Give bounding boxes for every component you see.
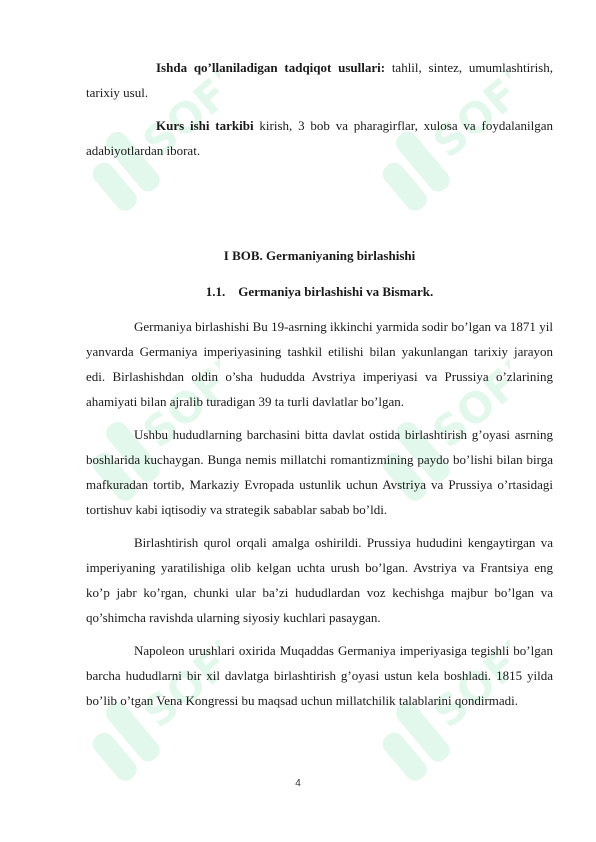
section-title xyxy=(86,279,553,304)
methods-paragraph xyxy=(86,55,553,105)
structure-paragraph xyxy=(86,113,553,163)
watermark-text: SOFF xyxy=(423,70,510,168)
page-content xyxy=(86,55,553,721)
body-paragraph: Ushbu hududlarning barchasini bitta davlat ostida birlashtirish g’oyasi asrning boshlarida kuchaygan. Bunga nemis millatchi romantizmining paydo bo’lishi bilan birga mafkuradan tortib, Markaziy Evropada ustunlik uchun Avstriya va Prussiya o’rtasidagi tortishuv kabi iqtisodiy va strategik sabablar sabab bo’ldi. xyxy=(86,427,553,517)
structure-label: Kurs ishi tarkibi xyxy=(156,118,254,133)
section-title-text: Germaniya birlashishi va Bismark. xyxy=(238,284,434,299)
watermark-text: SOFF xyxy=(133,70,220,168)
watermark-text: SOFF xyxy=(423,640,510,738)
body-paragraph: Birlashtirish qurol orqali amalga oshirildi. Prussiya hududini kengaytirgan va imperiyaning yaratilishiga olib kelgan uchta urush bo’lgan. Avstriya va Frantsiya eng ko’p jabr ko’rgan, chunki ular ba’zi hududlardan voz kechishga majbur bo’lgan va qo’shimcha ravishda ularning siyosiy kuchlari pasaygan. xyxy=(86,535,553,625)
page-number: 4 xyxy=(295,778,301,789)
watermark-text: SOFF xyxy=(133,360,220,458)
body-paragraph: Napoleon urushlari oxirida Muqaddas Germaniya imperiyasiga tegishli bo’lgan barcha hududlarni bir xil davlatga birlashtirish g’oyasi ustun kela boshladi. 1815 yilda bo’lib o’tgan Vena Kongressi bu maqsad uchun millatchilik talablarini qondirmadi. xyxy=(86,643,553,708)
chapter-title: I BOB. Germaniyaning birlashishi xyxy=(223,248,416,263)
body-paragraph: Germaniya birlashishi Bu 19-asrning ikkinchi yarmida sodir bo’lgan va 1871 yil yanvarda Germaniya imperiyasining tashkil etilishi bilan yakunlangan tarixiy jarayon edi. Birlashishdan oldin o’sha hududda Avstriya imperiyasi va Prussiya o’zlarining ahamiyati bilan ajralib turadigan 39 ta turli davlatlar bo’lgan. xyxy=(86,319,553,409)
section-number: 1.1. xyxy=(205,284,226,299)
structure-text: kirish, 3 bob va pharagirflar, xulosa va foydalanilgan adabiyotlardan iborat. xyxy=(86,118,553,158)
watermark-text: SOFF xyxy=(133,640,220,738)
methods-text: tahlil, sintez, umumlashtirish, tarixiy usul. xyxy=(86,60,553,100)
methods-label: Ishda qo’llaniladigan tadqiqot usullari: xyxy=(156,60,386,75)
watermark-text: SOFF xyxy=(423,360,510,458)
